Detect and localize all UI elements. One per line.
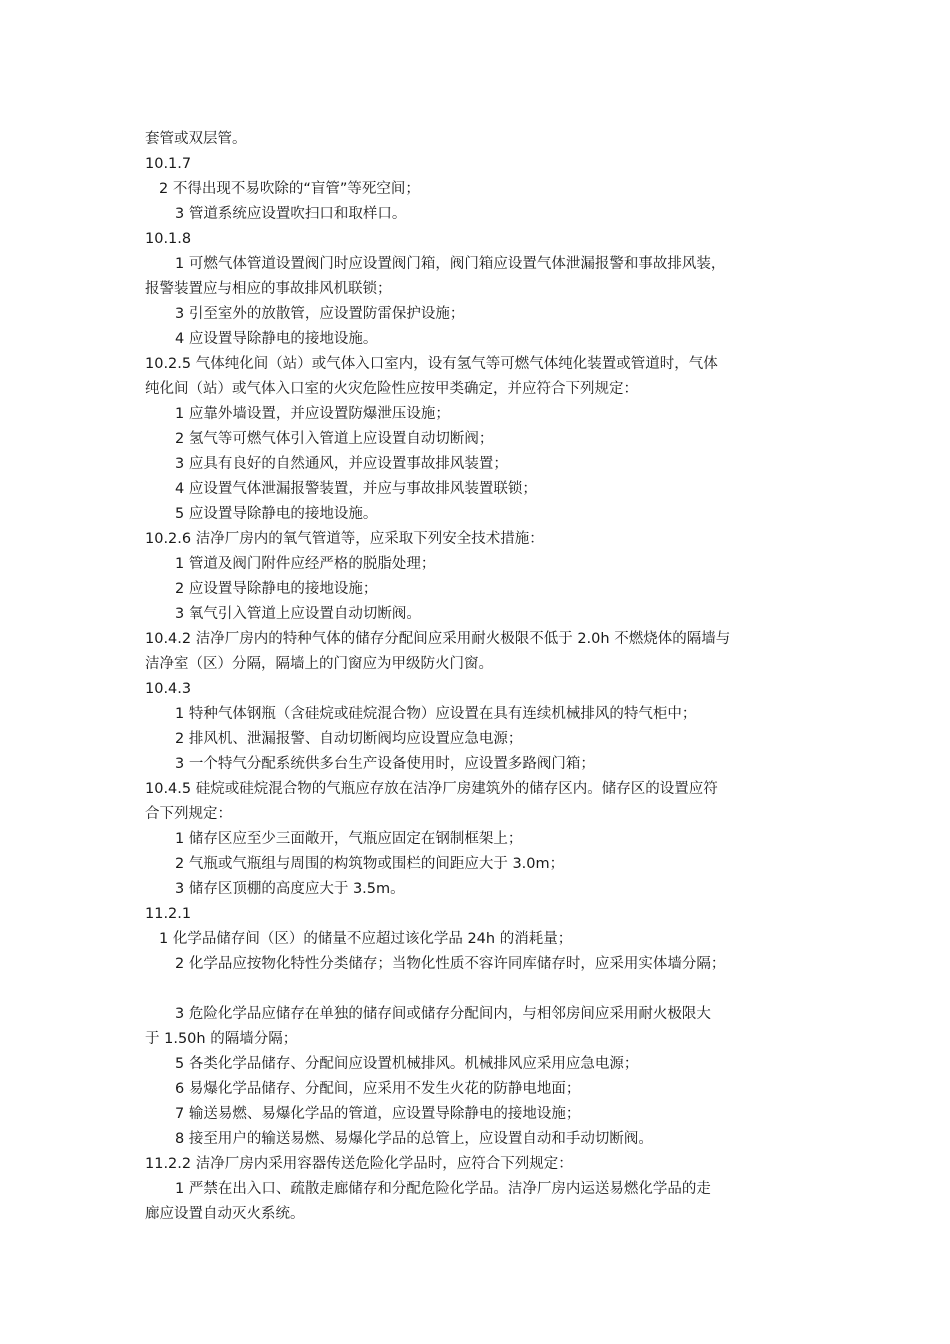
list-item: 1 储存区应至少三面敞开，气瓶应固定在钢制框架上；: [175, 831, 523, 847]
list-item: 5 各类化学品储存、分配间应设置机械排风。机械排风应采用应急电源；: [175, 1056, 639, 1072]
section-number: 10.4.3: [145, 681, 192, 697]
section-heading: 10.4.2 洁净厂房内的特种气体的储存分配间应采用耐火极限不低于 2.0h 不燃烧体的隔墙与: [145, 631, 731, 647]
section-number: 10.1.8: [145, 231, 192, 247]
list-item: 4 应设置气体泄漏报警装置，并应与事故排风装置联锁；: [175, 481, 537, 497]
list-item: 3 管道系统应设置吹扫口和取样口。: [175, 206, 407, 222]
text-line: 于 1.50h 的隔墙分隔；: [145, 1031, 298, 1047]
text-line: 套管或双层管。: [145, 131, 247, 147]
list-item: 2 气瓶或气瓶组与周围的构筑物或围栏的间距应大于 3.0m；: [175, 856, 565, 872]
text-line: 报警装置应与相应的事故排风机联锁；: [145, 281, 392, 297]
section-heading: 10.2.5 气体纯化间（站）或气体入口室内，设有氢气等可燃气体纯化装置或管道时，气体: [145, 356, 718, 372]
list-item: 2 化学品应按物化特性分类储存；当物化性质不容许同库储存时，应采用实体墙分隔；: [175, 956, 726, 972]
text-line: 廊应设置自动灭火系统。: [145, 1206, 305, 1222]
section-heading: 10.2.6 洁净厂房内的氧气管道等，应采取下列安全技术措施：: [145, 531, 544, 547]
list-item: 3 氧气引入管道上应设置自动切断阀。: [175, 606, 421, 622]
list-item: 1 可燃气体管道设置阀门时应设置阀门箱，阀门箱应设置气体泄漏报警和事故排风装，: [175, 256, 726, 272]
list-item: 1 严禁在出入口、疏散走廊储存和分配危险化学品。洁净厂房内运送易燃化学品的走: [175, 1181, 711, 1197]
list-item: 8 接至用户的输送易燃、易爆化学品的总管上，应设置自动和手动切断阀。: [175, 1131, 653, 1147]
list-item: 5 应设置导除静电的接地设施。: [175, 506, 378, 522]
list-item: 1 特种气体钢瓶（含硅烷或硅烷混合物）应设置在具有连续机械排风的特气柜中；: [175, 706, 697, 722]
section-heading: 11.2.2 洁净厂房内采用容器传送危险化学品时，应符合下列规定：: [145, 1156, 573, 1172]
list-item: 3 应具有良好的自然通风，并应设置事故排风装置；: [175, 456, 508, 472]
text-line: 纯化间（站）或气体入口室的火灾危险性应按甲类确定，并应符合下列规定：: [145, 381, 638, 397]
text-line: 洁净室（区）分隔，隔墙上的门窗应为甲级防火门窗。: [145, 656, 493, 672]
list-item: 1 应靠外墙设置，并应设置防爆泄压设施；: [175, 406, 450, 422]
document-body: [145, 127, 825, 1227]
section-heading: 10.4.5 硅烷或硅烷混合物的气瓶应存放在洁净厂房建筑外的储存区内。储存区的设置应符: [145, 781, 718, 797]
list-item: 6 易爆化学品储存、分配间，应采用不发生火花的防静电地面；: [175, 1081, 581, 1097]
list-item: 3 引至室外的放散管，应设置防雷保护设施；: [175, 306, 465, 322]
list-item: 3 危险化学品应储存在单独的储存间或储存分配间内，与相邻房间应采用耐火极限大: [175, 1006, 711, 1022]
list-item: 2 氢气等可燃气体引入管道上应设置自动切断阀；: [175, 431, 494, 447]
blank-line: [145, 977, 825, 1002]
list-item: 4 应设置导除静电的接地设施。: [175, 331, 378, 347]
list-item: 1 管道及阀门附件应经严格的脱脂处理；: [175, 556, 436, 572]
section-number: 11.2.1: [145, 906, 192, 922]
list-item: 1 化学品储存间（区）的储量不应超过该化学品 24h 的消耗量；: [159, 931, 573, 947]
list-item: 3 储存区顶棚的高度应大于 3.5m。: [175, 881, 405, 897]
list-item: 2 排风机、泄漏报警、自动切断阀均应设置应急电源；: [175, 731, 523, 747]
section-number: 10.1.7: [145, 156, 192, 172]
list-item: 7 输送易燃、易爆化学品的管道，应设置导除静电的接地设施；: [175, 1106, 581, 1122]
list-item: 2 应设置导除静电的接地设施；: [175, 581, 378, 597]
list-item: 3 一个特气分配系统供多台生产设备使用时，应设置多路阀门箱；: [175, 756, 595, 772]
list-item: 2 不得出现不易吹除的“盲管”等死空间；: [159, 181, 420, 197]
text-line: 合下列规定：: [145, 806, 232, 822]
